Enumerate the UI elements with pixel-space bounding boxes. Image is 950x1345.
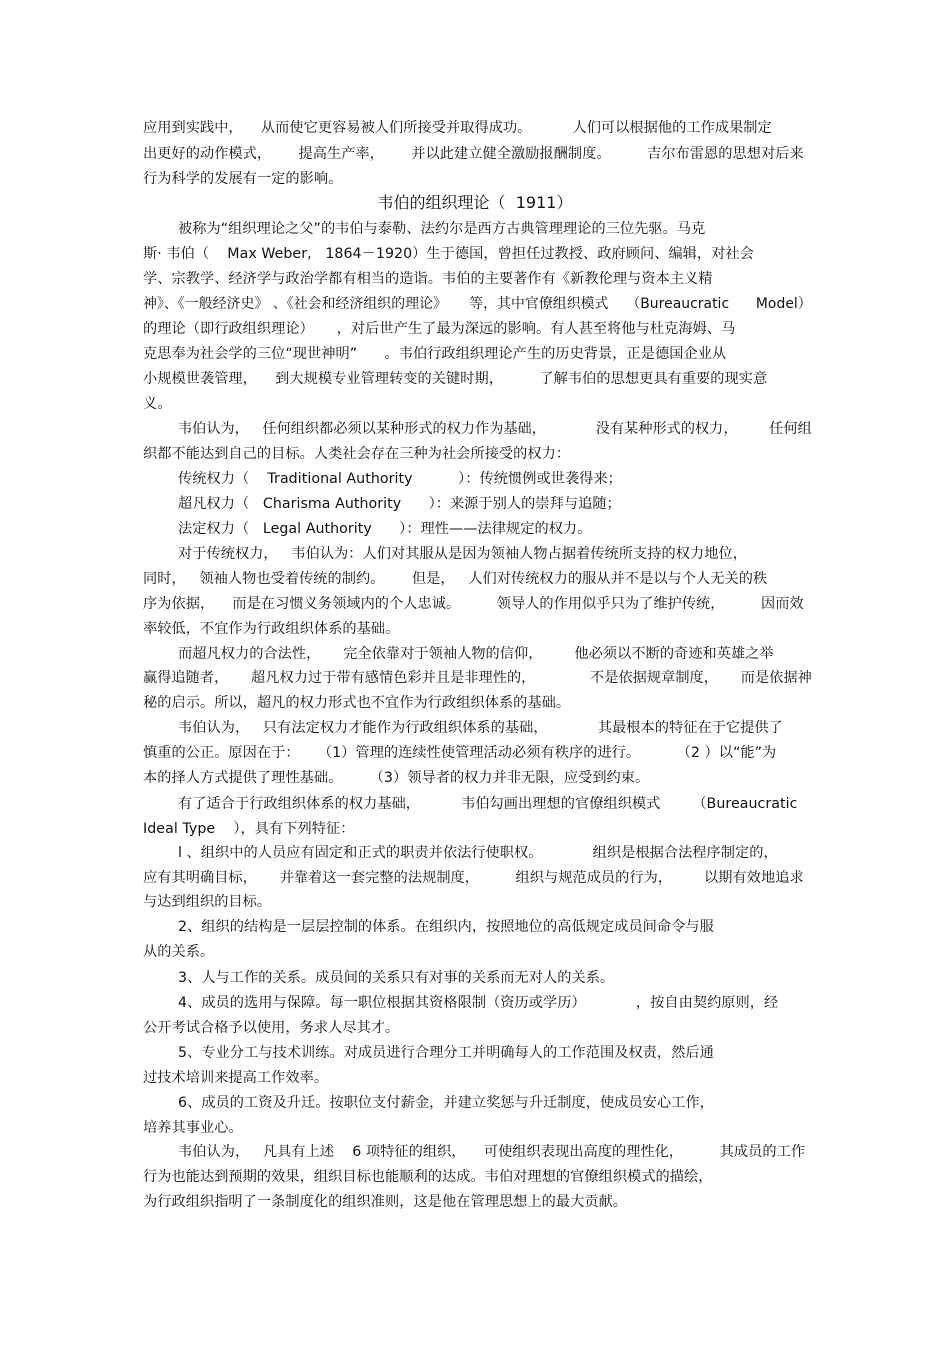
text-line: 韦伯认为， 凡具有上述 6 项特征的组织， 可使组织表现出高度的理性化， 其成员的工作 <box>178 1144 806 1160</box>
text-line: 行为科学的发展有一定的影响。 <box>143 171 343 187</box>
text-line: 义。 <box>143 396 172 412</box>
text-line: 斯· 韦伯（ Max Weber, 1864－1920）生于德国，曾担任过教授、政府顾问、编辑，对社会 <box>143 246 754 262</box>
text-line: 4、成员的选用与保障。每一职位根据其资格限制（资历或学历） ，按自由契约原则，经 <box>178 995 779 1011</box>
section-title: 韦伯的组织理论（ 1911） <box>377 193 573 212</box>
text-line: 克思奉为社会学的三位“现世神明” 。韦伯行政组织理论产生的历史背景，正是德国企业从 <box>143 346 727 362</box>
text-line: 神》、《一般经济史》 、《社会和经济组织的理论》 等，其中官僚组织模式 （Bureaucratic Model） <box>143 296 812 312</box>
text-line: 秘的启示。所以，超凡的权力形式也不宜作为行政组织体系的基础。 <box>143 695 571 711</box>
text-line: 慎重的公正。原因在于： （1）管理的连续性使管理活动必须有秩序的进行。 （2 ）以“能”为 <box>143 745 777 761</box>
text-line: 过技术培训来提高工作效率。 <box>143 1070 329 1086</box>
text-line: Ideal Type ），具有下列特征： <box>143 821 355 837</box>
text-line: 为行政组织指明了一条制度化的组织准则，这是他在管理思想上的最大贡献。 <box>143 1194 628 1210</box>
text-line: 行为也能达到预期的效果，组织目标也能顺利的达成。韦伯对理想的官僚组织模式的描绘， <box>143 1169 713 1185</box>
text-line: 法定权力（ Legal Authority ）：理性——法律规定的权力。 <box>178 521 592 537</box>
text-line: 从的关系。 <box>143 944 215 960</box>
text-line: 培养其事业心。 <box>143 1120 243 1136</box>
text-line: 被称为“组织理论之父”的韦伯与泰勒、法约尔是西方古典管理理论的三位先驱。马克 <box>178 221 706 237</box>
text-line: 赢得追随者， 超凡权力过于带有感情色彩并且是非理性的， 不是依据规章制度， 而是依据神 <box>143 670 812 686</box>
text-line: 而超凡权力的合法性， 完全依靠对于领袖人物的信仰， 他必须以不断的奇迹和英雄之举 <box>178 646 774 662</box>
text-line: l 、组织中的人员应有固定和正式的职责并依法行使职权。 组织是根据合法程序制定的， <box>178 845 778 861</box>
text-line: 本的择人方式提供了理性基础。 （3）领导者的权力并非无限，应受到约束。 <box>143 770 650 786</box>
text-line: 传统权力（ Traditional Authority ）：传统惯例或世袭得来； <box>178 471 622 487</box>
text-line: 对于传统权力， 韦伯认为：人们对其服从是因为领袖人物占据着传统所支持的权力地位， <box>178 546 747 562</box>
text-line: 小规模世袭管理， 到大规模专业管理转变的关键时期， 了解韦伯的思想更具有重要的现实意 <box>143 371 768 387</box>
text-line: 韦伯认为， 任何组织都必须以某种形式的权力作为基础， 没有某种形式的权力， 任何组 <box>178 421 812 437</box>
text-line: 序为依据， 而是在习惯义务领域内的个人忠诚。 领导人的作用似乎只为了维护传统， 因而效 <box>143 596 804 612</box>
text-line: 学、宗教学、经济学与政治学都有相当的造诣。韦伯的主要著作有《新教伦理与资本主义精 <box>143 271 713 287</box>
text-line: 2、组织的结构是一层层控制的体系。在组织内，按照地位的高低规定成员间命令与服 <box>178 919 714 935</box>
text-line: 有了适合于行政组织体系的权力基础， 韦伯勾画出理想的官僚组织模式 （Bureaucratic <box>178 796 798 812</box>
text-line: 织都不能达到自己的目标。人类社会存在三种为社会所接受的权力： <box>143 446 571 462</box>
text-line: 率较低，不宜作为行政组织体系的基础。 <box>143 621 400 637</box>
text-line: 同时， 领袖人物也受着传统的制约。 但是， 人们对传统权力的服从并不是以与个人无关的秩 <box>143 571 768 587</box>
text-line: 公开考试合格予以使用，务求人尽其才。 <box>143 1020 400 1036</box>
text-line: 与达到组织的目标。 <box>143 894 272 910</box>
text-line: 出更好的动作模式， 提高生产率， 并以此建立健全激励报酬制度。 吉尔布雷恩的思想对后来 <box>143 146 804 162</box>
text-line: 的理论（即行政组织理论） ，对后世产生了最为深远的影响。有人甚至将他与杜克海姆、马 <box>143 321 736 337</box>
text-line: 超凡权力（ Charisma Authority ）：来源于别人的崇拜与追随； <box>178 496 621 512</box>
text-line: 应有其明确目标， 并靠着这一套完整的法规制度， 组织与规范成员的行为， 以期有效地追求 <box>143 870 804 886</box>
text-line: 3、人与工作的关系。成员间的关系只有对事的关系而无对人的关系。 <box>178 970 615 986</box>
text-line: 6、成员的工资及升迁。按职位支付薪金，并建立奖惩与升迁制度，使成员安心工作， <box>178 1095 714 1111</box>
text-line: 应用到实践中， 从而使它更容易被人们所接受并取得成功。 人们可以根据他的工作成果制定 <box>143 120 772 136</box>
text-line: 韦伯认为， 只有法定权力才能作为行政组织体系的基础， 其最根本的特征在于它提供了 <box>178 720 783 736</box>
text-line: 5、专业分工与技术训练。对成员进行合理分工并明确每人的工作范围及权责，然后通 <box>178 1045 714 1061</box>
